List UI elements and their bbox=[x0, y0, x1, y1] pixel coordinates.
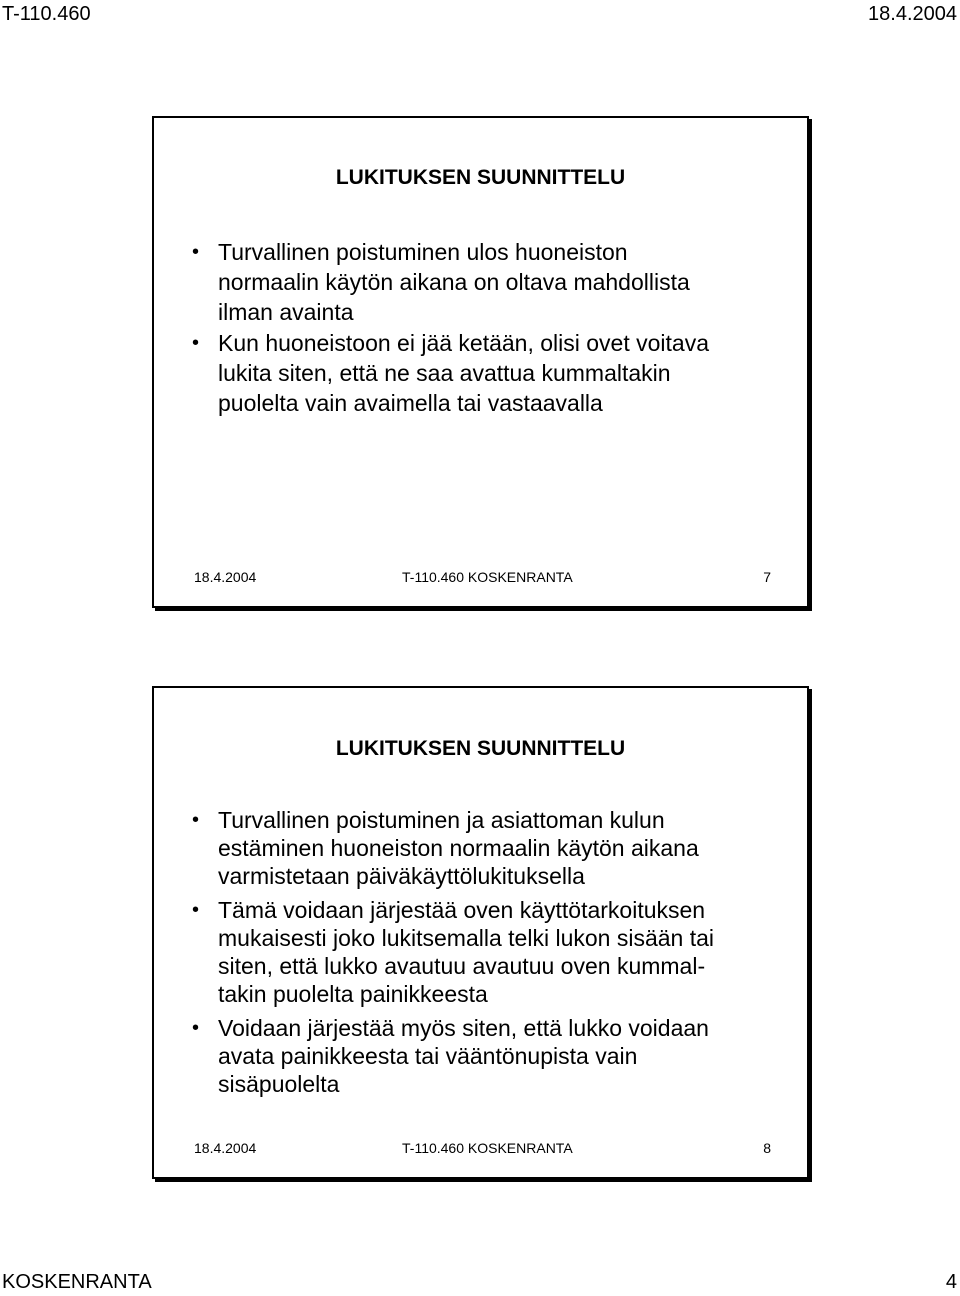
page-number: 4 bbox=[945, 1271, 957, 1293]
slide-title: LUKITUKSEN SUUNNITTELU bbox=[335, 737, 626, 760]
bullet-text: Kun huoneistoon ei jää ketään, olisi ovet voitava lukita siten, että ne saa avattua kummaltakin puolelta vain avaimella tai vastaavalla bbox=[218, 330, 709, 416]
slide-footer-course: T-110.460 KOSKENRANTA bbox=[402, 1140, 573, 1156]
bullet-text: Voidaan järjestää myös siten, että lukko voidaan avata painikkeesta tai vääntönupista vain sisäpuolelta bbox=[218, 1015, 709, 1097]
bullet-icon: • bbox=[192, 332, 200, 354]
slide-number: 7 bbox=[763, 569, 771, 585]
bullet-list bbox=[192, 806, 787, 1104]
slide-footer-date: 18.4.2004 bbox=[194, 569, 257, 585]
bullet-icon: • bbox=[192, 1017, 200, 1039]
bullet-text: Turvallinen poistuminen ja asiattoman kulun estäminen huoneiston normaalin käytön aikana varmistetaan päiväkäyttölukituksella bbox=[218, 807, 699, 889]
bullet-list bbox=[192, 237, 787, 419]
bullet-item bbox=[192, 1014, 787, 1098]
slide-7 bbox=[152, 116, 809, 608]
slide-footer-course: T-110.460 KOSKENRANTA bbox=[402, 569, 573, 585]
bullet-icon: • bbox=[192, 241, 200, 263]
bullet-text: Tämä voidaan järjestää oven käyttötarkoituksen mukaisesti joko lukitsemalla telki lukon sisään tai siten, että lukko avautuu avautuu oven kummal- takin puolelta painikkeesta bbox=[218, 897, 714, 1007]
bullet-item bbox=[192, 237, 787, 327]
bullet-icon: • bbox=[192, 809, 200, 831]
bullet-text: Turvallinen poistuminen ulos huoneiston normaalin käytön aikana on oltava mahdollista ilman avainta bbox=[218, 239, 690, 325]
bullet-icon: • bbox=[192, 899, 200, 921]
bullet-item bbox=[192, 806, 787, 890]
bullet-item bbox=[192, 328, 787, 418]
bullet-item bbox=[192, 896, 787, 1008]
page-header-course-code: T-110.460 bbox=[2, 3, 91, 25]
slide-8 bbox=[152, 686, 809, 1179]
slide-title: LUKITUKSEN SUUNNITTELU bbox=[335, 166, 626, 189]
page-footer-author: KOSKENRANTA bbox=[2, 1271, 152, 1293]
slide-number: 8 bbox=[763, 1140, 771, 1156]
slide-footer-date: 18.4.2004 bbox=[194, 1140, 257, 1156]
page-header-date: 18.4.2004 bbox=[868, 3, 957, 25]
